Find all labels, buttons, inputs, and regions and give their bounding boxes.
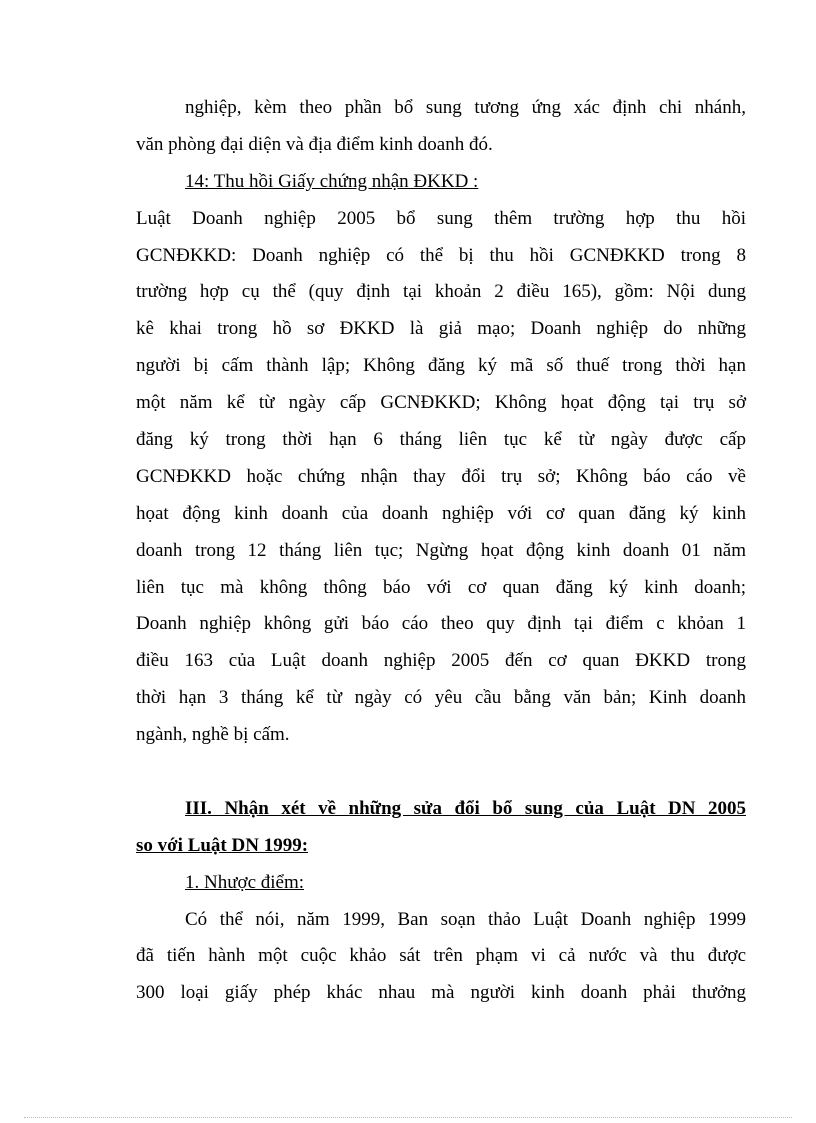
paragraph-line: văn phòng đại diện và địa điểm kinh doanh đó.: [136, 133, 493, 155]
paragraph-line: đã tiến hành một cuộc khảo sát trên phạm vi cả nước và thu được: [136, 945, 746, 967]
blank-line: [136, 754, 746, 791]
paragraph-line: Có thể nói, năm 1999, Ban soạn thảo Luật Doanh nghiệp 1999: [185, 908, 746, 930]
subheading-weaknesses: [136, 865, 746, 902]
paragraph-line: họat động kinh doanh của doanh nghiệp với cơ quan đăng ký kinh: [136, 502, 746, 524]
section-heading-iii-continued-text: so với Luật DN 1999:: [136, 834, 309, 856]
paragraph-line: người bị cấm thành lập; Không đăng ký mã số thuế trong thời hạn: [136, 355, 746, 377]
section-heading-14-text: 14: Thu hồi Giấy chứng nhận ĐKKD :: [185, 170, 479, 192]
paragraph-line: doanh trong 12 tháng liên tục; Ngừng họat động kinh doanh 01 năm: [136, 539, 746, 561]
paragraph-line: nghiệp, kèm theo phần bổ sung tương ứng xác định chi nhánh,: [185, 97, 746, 118]
paragraph-line: trường hợp cụ thể (quy định tại khoản 2 điều 165), gồm: Nội dung: [136, 281, 746, 303]
subheading-weaknesses-text: 1. Nhược điểm:: [185, 871, 305, 893]
paragraph-line: một năm kể từ ngày cấp GCNĐKKD; Không họat động tại trụ sở: [136, 392, 746, 414]
document-body: [136, 90, 746, 1012]
paragraph-line: GCNĐKKD: Doanh nghiệp có thể bị thu hồi GCNĐKKD trong 8: [136, 244, 746, 266]
paragraph-line: Doanh nghiệp không gửi báo cáo theo quy định tại điểm c khỏan 1: [136, 613, 746, 635]
paragraph-line: kê khai trong hồ sơ ĐKKD là giả mạo; Doanh nghiệp do những: [136, 318, 746, 340]
paragraph-line: 300 loại giấy phép khác nhau mà người kinh doanh phải thưởng: [136, 982, 746, 1004]
paragraph-line: thời hạn 3 tháng kể từ ngày có yêu cầu bằng văn bản; Kinh doanh: [136, 687, 746, 709]
paragraph-line: Luật Doanh nghiệp 2005 bổ sung thêm trường hợp thu hồi: [136, 207, 746, 229]
paragraph-line: GCNĐKKD hoặc chứng nhận thay đổi trụ sở; Không báo cáo về: [136, 465, 746, 487]
section-heading-14: [136, 164, 746, 201]
paragraph-line: ngành, nghề bị cấm.: [136, 724, 290, 746]
page-bottom-divider: [24, 1117, 792, 1118]
section-heading-iii: III. Nhận xét về những sửa đổi bổ sung của Luật DN 2005: [185, 797, 746, 819]
section-heading-iii-continued: [136, 828, 746, 865]
paragraph-line: liên tục mà không thông báo với cơ quan đăng ký kinh doanh;: [136, 576, 746, 598]
paragraph-line: điều 163 của Luật doanh nghiệp 2005 đến cơ quan ĐKKD trong: [136, 650, 746, 672]
paragraph-line: đăng ký trong thời hạn 6 tháng liên tục kể từ ngày được cấp: [136, 429, 746, 451]
